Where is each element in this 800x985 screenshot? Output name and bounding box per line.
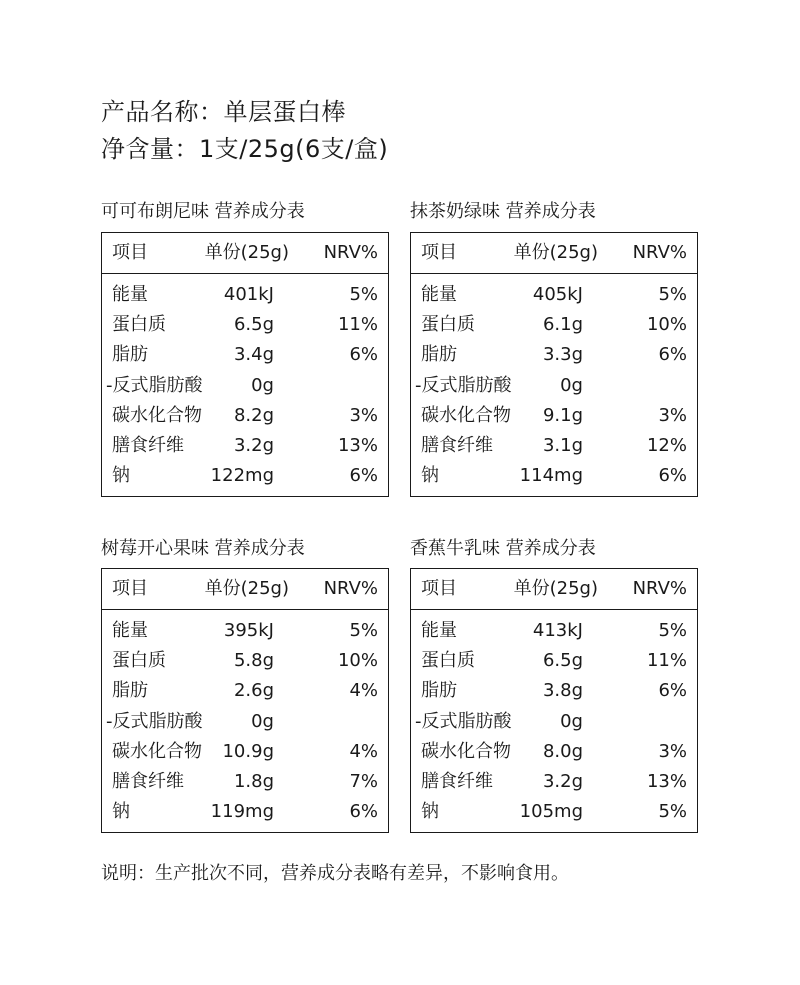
nutrient-name: 蛋白质	[112, 314, 166, 336]
nutrient-name: 能量	[112, 284, 148, 305]
column-header-item: 项目	[421, 578, 457, 599]
column-header-item: 项目	[421, 242, 457, 263]
column-header-per-serving: 单份(25g)	[513, 578, 598, 599]
table-title: 香蕉牛乳味 营养成分表	[410, 538, 596, 559]
nutrient-nrv: 13%	[646, 771, 687, 792]
table-row	[411, 374, 697, 404]
table-body	[102, 274, 388, 496]
nutrient-nrv: 4%	[349, 740, 378, 762]
nutrient-nrv: 3%	[658, 740, 687, 762]
column-header-per-serving: 单份(25g)	[204, 578, 289, 599]
table-row	[411, 649, 697, 679]
nutrient-name: 能量	[112, 620, 148, 641]
table-row	[411, 464, 697, 494]
table-body	[411, 274, 697, 496]
nutrient-name: 膳食纤维	[421, 771, 493, 792]
nutrient-nrv: 5%	[349, 620, 378, 641]
nutrient-name: 钠	[112, 801, 130, 823]
nutrient-value: 2.6g	[233, 680, 274, 702]
nutrient-name: 钠	[112, 465, 130, 487]
nutrient-value: 105mg	[519, 801, 583, 823]
nutrient-value: 3.1g	[542, 435, 583, 456]
nutrient-value: 3.4g	[233, 344, 274, 366]
table-row	[102, 649, 388, 679]
nutrient-nrv: 6%	[349, 344, 378, 366]
net-content: 净含量：1支/25g(6支/盒)	[101, 135, 389, 163]
nutrient-name: -反式脂肪酸	[106, 374, 203, 396]
table-row	[411, 343, 697, 373]
nutrition-table	[410, 568, 698, 833]
table-row	[411, 800, 697, 830]
table-body	[102, 610, 388, 832]
nutrient-value: 3.2g	[542, 771, 583, 792]
nutrient-name: 碳水化合物	[421, 740, 511, 762]
table-header	[411, 569, 697, 610]
table-title: 树莓开心果味 营养成分表	[101, 538, 305, 559]
nutrient-name: 蛋白质	[421, 650, 475, 672]
nutrient-name: 脂肪	[421, 344, 457, 366]
nutrition-table	[101, 568, 389, 833]
column-header-nrv: NRV%	[323, 578, 378, 599]
column-header-nrv: NRV%	[632, 578, 687, 599]
table-row	[102, 404, 388, 434]
nutrient-nrv: 6%	[658, 344, 687, 366]
table-row	[102, 740, 388, 770]
table-row	[411, 313, 697, 343]
nutrient-value: 413kJ	[532, 620, 583, 641]
nutrient-name: 碳水化合物	[112, 404, 202, 426]
table-header	[102, 569, 388, 610]
nutrient-value: 401kJ	[223, 284, 274, 305]
nutrient-nrv: 3%	[349, 404, 378, 426]
nutrient-nrv: 5%	[658, 284, 687, 305]
nutrient-value: 6.1g	[542, 314, 583, 336]
nutrient-nrv: 4%	[349, 680, 378, 702]
nutrient-value: 10.9g	[222, 740, 274, 762]
table-row	[102, 679, 388, 709]
nutrient-name: -反式脂肪酸	[415, 710, 512, 732]
nutrient-nrv: 10%	[337, 650, 378, 672]
nutrient-value: 6.5g	[233, 314, 274, 336]
table-row	[411, 740, 697, 770]
column-header-item: 项目	[112, 578, 148, 599]
nutrient-name: 碳水化合物	[421, 404, 511, 426]
nutrient-nrv: 6%	[349, 465, 378, 487]
nutrient-nrv: 6%	[658, 465, 687, 487]
nutrient-nrv: 6%	[349, 801, 378, 823]
nutrient-nrv: 13%	[337, 435, 378, 456]
nutrient-value: 8.2g	[233, 404, 274, 426]
table-row	[102, 619, 388, 649]
nutrient-name: 脂肪	[112, 344, 148, 366]
nutrient-nrv: 5%	[658, 620, 687, 641]
column-header-item: 项目	[112, 242, 148, 263]
nutrient-name: 蛋白质	[112, 650, 166, 672]
nutrient-name: 钠	[421, 801, 439, 823]
table-header	[102, 233, 388, 274]
nutrient-name: 脂肪	[421, 680, 457, 702]
nutrient-name: -反式脂肪酸	[106, 710, 203, 732]
nutrient-value: 3.3g	[542, 344, 583, 366]
nutrient-value: 0g	[251, 374, 274, 396]
nutrient-value: 395kJ	[223, 620, 274, 641]
column-header-nrv: NRV%	[632, 242, 687, 263]
nutrient-value: 122mg	[210, 465, 274, 487]
nutrient-value: 8.0g	[542, 740, 583, 762]
nutrient-name: 钠	[421, 465, 439, 487]
nutrition-table	[410, 232, 698, 497]
table-body	[411, 610, 697, 832]
table-row	[411, 404, 697, 434]
column-header-nrv: NRV%	[323, 242, 378, 263]
table-title: 可可布朗尼味 营养成分表	[101, 201, 305, 222]
column-header-per-serving: 单份(25g)	[513, 242, 598, 263]
table-row	[102, 313, 388, 343]
nutrient-name: 脂肪	[112, 680, 148, 702]
nutrient-nrv: 7%	[349, 771, 378, 792]
nutrient-nrv: 5%	[658, 801, 687, 823]
nutrient-nrv: 6%	[658, 680, 687, 702]
table-row	[102, 464, 388, 494]
nutrient-value: 9.1g	[542, 404, 583, 426]
nutrient-name: -反式脂肪酸	[415, 374, 512, 396]
nutrient-value: 0g	[560, 710, 583, 732]
nutrient-value: 1.8g	[233, 771, 274, 792]
table-row	[102, 434, 388, 464]
table-title: 抹茶奶绿味 营养成分表	[410, 201, 596, 222]
nutrient-value: 0g	[560, 374, 583, 396]
table-row	[102, 800, 388, 830]
nutrient-nrv: 10%	[646, 314, 687, 336]
nutrient-value: 5.8g	[233, 650, 274, 672]
nutrition-table	[101, 232, 389, 497]
table-row	[411, 710, 697, 740]
table-row	[102, 374, 388, 404]
nutrient-value: 119mg	[210, 801, 274, 823]
nutrient-value: 405kJ	[532, 284, 583, 305]
note: 说明：生产批次不同，营养成分表略有差异，不影响食用。	[101, 863, 569, 884]
nutrient-nrv: 11%	[337, 314, 378, 336]
nutrient-nrv: 12%	[646, 435, 687, 456]
table-row	[411, 770, 697, 800]
nutrient-value: 6.5g	[542, 650, 583, 672]
table-row	[411, 679, 697, 709]
nutrient-name: 膳食纤维	[112, 771, 184, 792]
nutrient-name: 能量	[421, 620, 457, 641]
nutrient-value: 114mg	[519, 465, 583, 487]
nutrient-value: 0g	[251, 710, 274, 732]
table-row	[411, 619, 697, 649]
nutrient-value: 3.8g	[542, 680, 583, 702]
table-row	[411, 283, 697, 313]
nutrient-name: 膳食纤维	[112, 435, 184, 456]
nutrient-nrv: 11%	[646, 650, 687, 672]
table-header	[411, 233, 697, 274]
nutrient-value: 3.2g	[233, 435, 274, 456]
table-row	[102, 770, 388, 800]
nutrient-name: 能量	[421, 284, 457, 305]
nutrient-nrv: 5%	[349, 284, 378, 305]
product-name: 产品名称：单层蛋白棒	[101, 98, 346, 126]
table-row	[102, 343, 388, 373]
nutrient-name: 蛋白质	[421, 314, 475, 336]
nutrient-nrv: 3%	[658, 404, 687, 426]
table-row	[411, 434, 697, 464]
column-header-per-serving: 单份(25g)	[204, 242, 289, 263]
nutrient-name: 碳水化合物	[112, 740, 202, 762]
table-row	[102, 283, 388, 313]
table-row	[102, 710, 388, 740]
nutrient-name: 膳食纤维	[421, 435, 493, 456]
